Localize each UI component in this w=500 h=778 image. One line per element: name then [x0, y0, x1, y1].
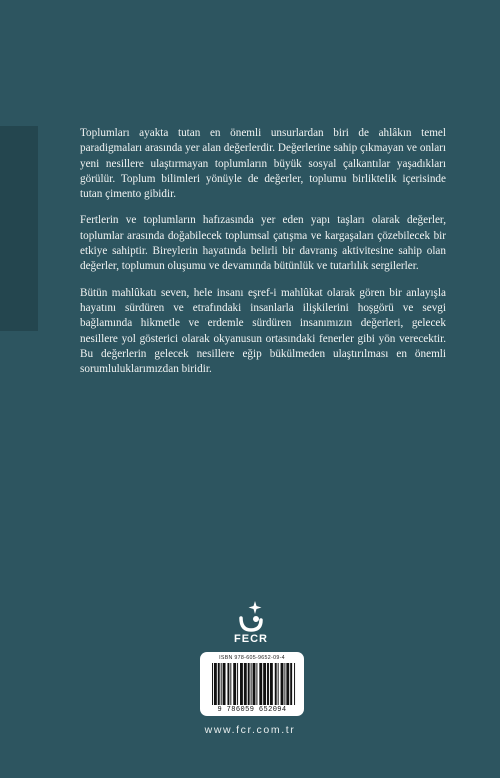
barcode-bar [240, 663, 243, 705]
barcode-bar [275, 663, 277, 705]
barcode-bar [256, 663, 257, 705]
barcode-bar [244, 663, 247, 705]
publisher-name: FECR [234, 633, 268, 645]
barcode-bar [278, 663, 279, 705]
publisher-website: www.fcr.com.tr [204, 724, 296, 736]
barcode-bar [253, 663, 256, 705]
barcode-bar [259, 663, 262, 705]
barcode-bar [212, 663, 213, 705]
barcode-bar [214, 663, 217, 705]
barcode-bar [218, 663, 220, 705]
paragraph-1: Toplumları ayakta tutan en önemli unsurlardan biri de ahlâkın temel paradigmaları arasında yer alan değerlerdir. Değerlerine sahip çıkmayan ve onları yeni nesillere ulaştırmayan toplumların büyük sosyal çalkantılar yaşadıkları görülür. Toplum bilimleri yönüyle de değerler, toplumu birliktelik içerisinde tutan çimento gibidir. [80, 127, 446, 201]
barcode-bar [237, 663, 238, 705]
barcode-bar [267, 663, 269, 705]
barcode-bar [286, 663, 289, 705]
barcode-bar [251, 663, 252, 705]
barcode-digits: 9 786059 652094 [217, 706, 287, 714]
barcode-bar [248, 663, 250, 705]
barcode-bar [230, 663, 231, 705]
back-cover-text [80, 126, 446, 388]
barcode-bar [233, 663, 236, 705]
barcode-bar [263, 663, 266, 705]
barcode-bar [294, 663, 295, 705]
barcode-bar [270, 663, 273, 705]
isbn-label: ISBN 978-605-9652-09-4 [219, 655, 285, 661]
barcode-bar [227, 663, 229, 705]
barcode-bar [223, 663, 226, 705]
barcode-bar [221, 663, 222, 705]
barcode-bars [212, 663, 296, 705]
barcode-bar [284, 663, 285, 705]
paragraph-2: Fertlerin ve toplumların hafızasında yer eden yapı taşları olarak değerler, toplumlar arasında doğabilecek toplumsal çatışma ve kargaşaları çözebilecek bir etkiye sahiptir. Bireylerin hayatında belirli bir davranış aktivitesine sahip olan değerler, toplumun oluşumu ve devamında bütünlük ve tutarlılık sergilerler. [80, 214, 446, 273]
side-band [0, 126, 38, 331]
barcode-bar [290, 663, 292, 705]
barcode [200, 652, 304, 716]
paragraph-3: Bütün mahlûkatı seven, hele insanı eşref-i mahlûkat olarak gören bir anlayışla hayatını sürdüren ve etrafındaki insanlarla ilişkilerini hoşgörü ve sevgi bağlamında hikmetle ve erdemle sürdüren insanımızın değerleri, gelecek nesillere yol gösterici olarak okyanusun ortasındaki fenerler gibi yön verecektir. Bu değerlerin gelecek nesillere eğip bükülmeden ulaştırılması en önemli sorumluluklarımızdan biridir. [80, 286, 446, 376]
barcode-bar [281, 663, 284, 705]
